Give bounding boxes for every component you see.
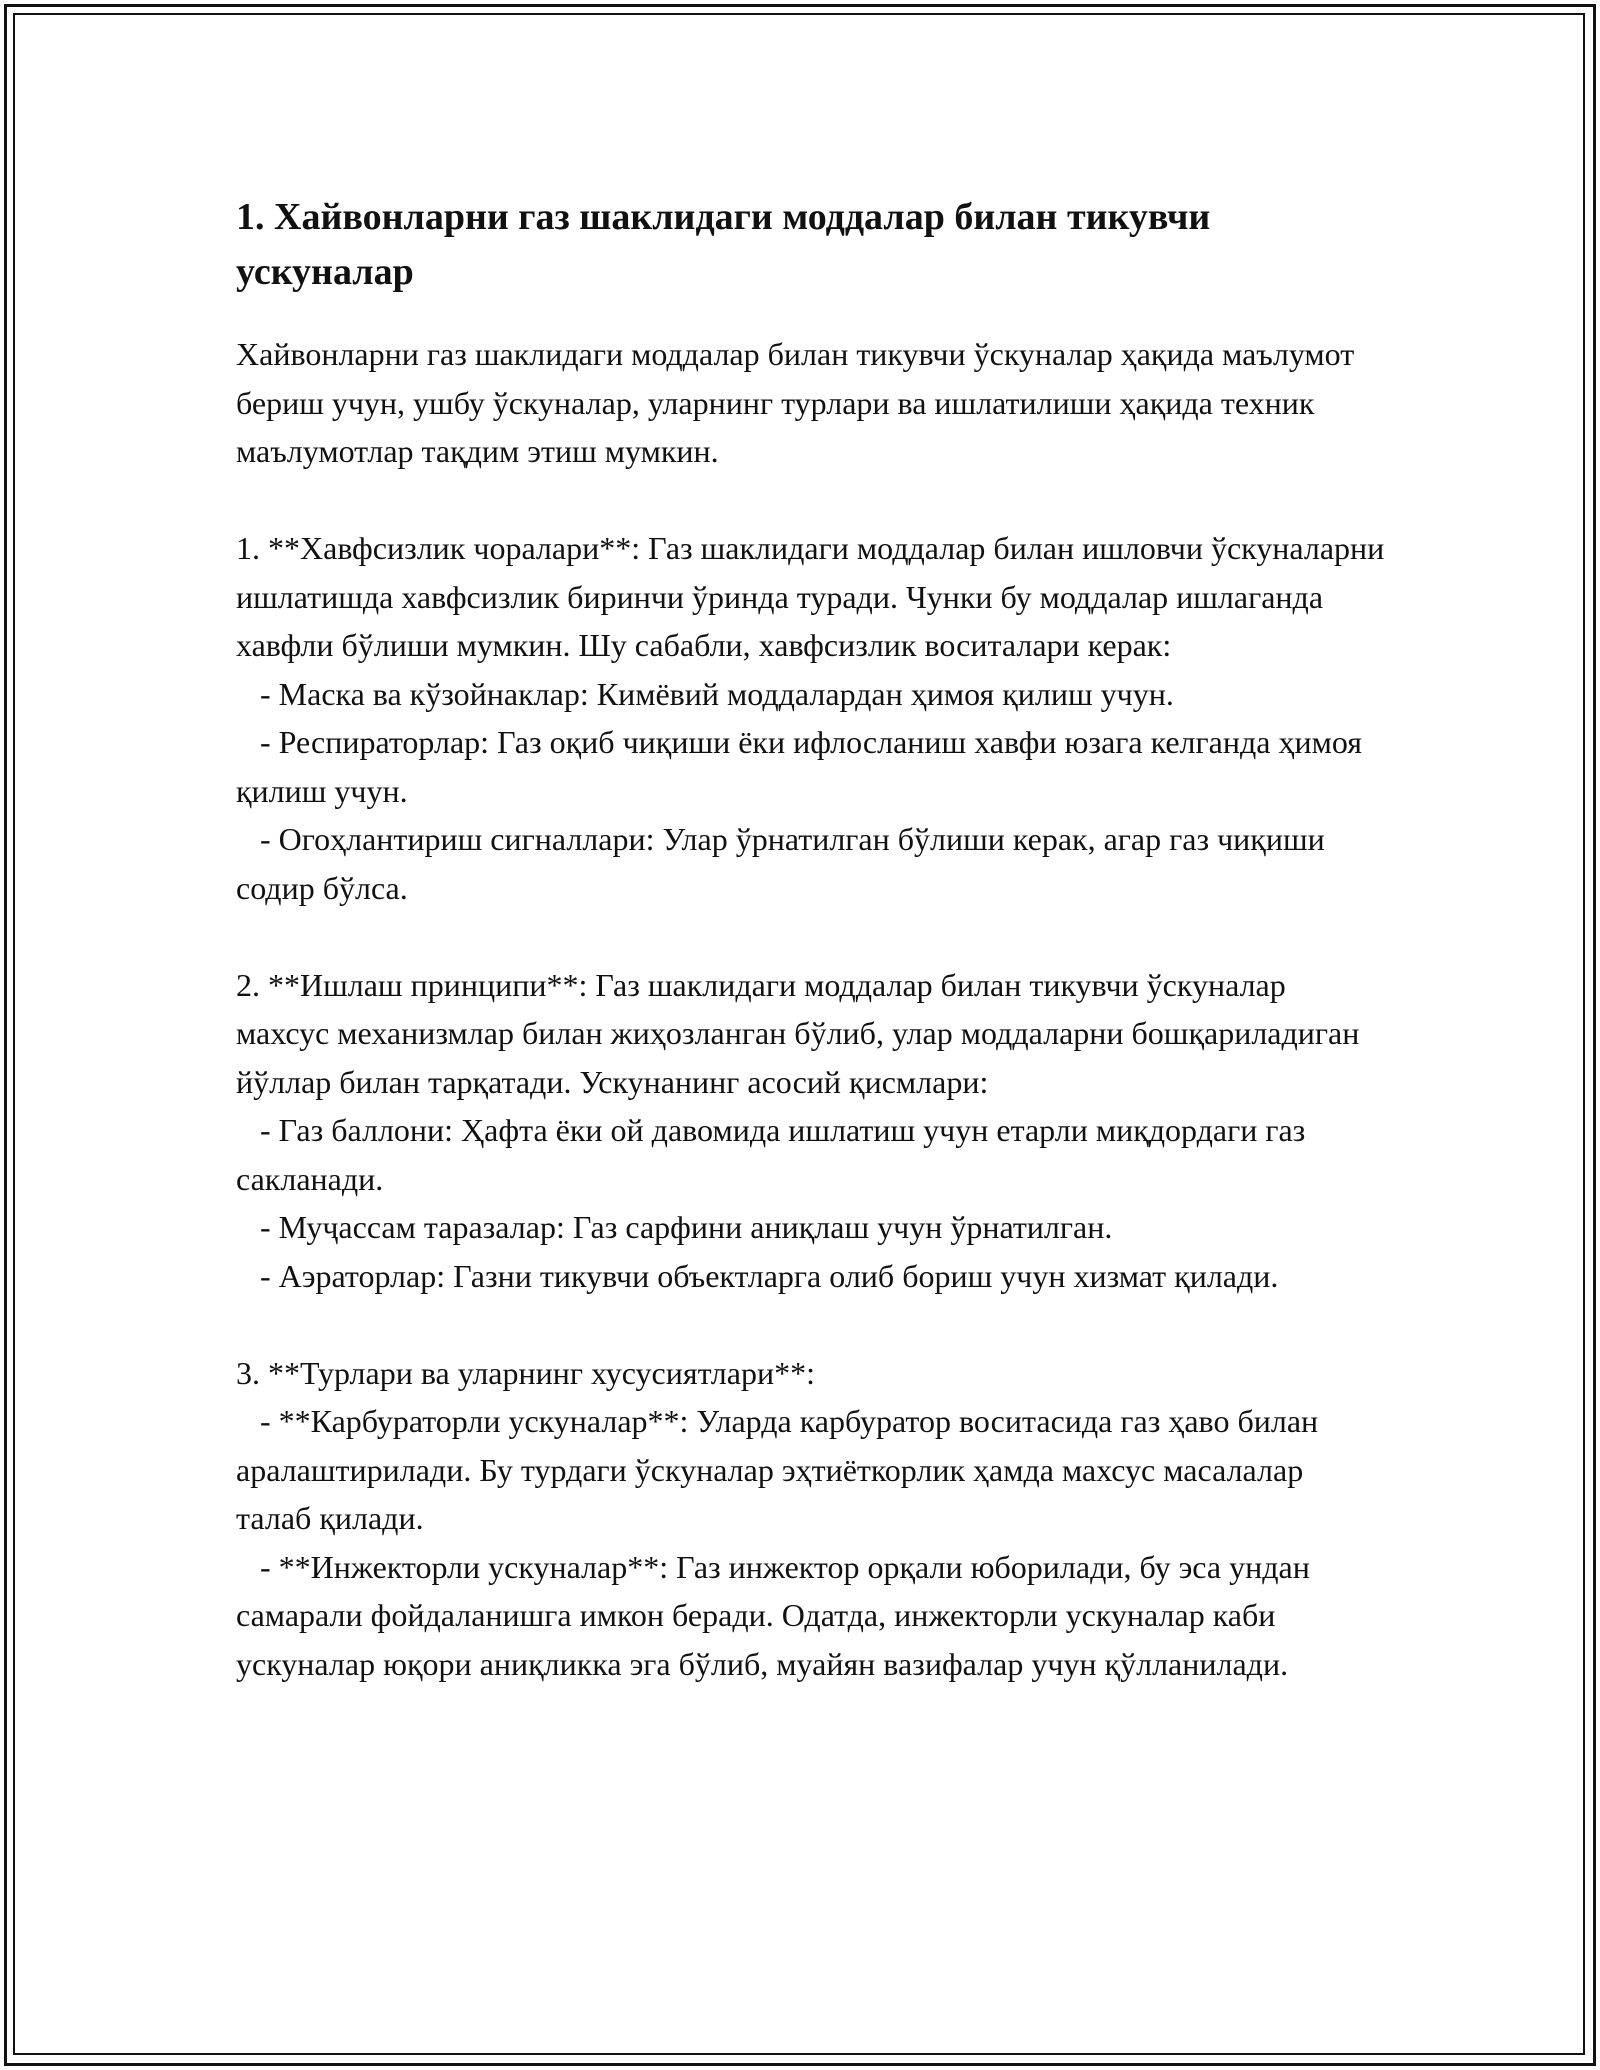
section-safety: [236, 524, 1393, 912]
list-item: - Огоҳлантириш сигналлари: Улар ўрнатилган бўлиши керак, агар газ чиқиши содир бўлса.: [236, 821, 1333, 906]
section-types: [236, 1349, 1386, 1689]
section-working-principle: [236, 961, 1386, 1301]
list-item: - Газ баллони: Ҳафта ёки ой давомида ишлатиш учун етарли миқдордаги газ сакланади.: [236, 1112, 1314, 1197]
section-heading: 1. **Хавфсизлик чоралари**: Газ шаклидаги моддалар билан ишловчи ўскуналарни ишлатишда хавфсизлик биринчи ўринда туради. Чунки бу моддалар ишлаганда хавфли бўлиши мумкин. Шу сабабли, хавфсизлик воситалари керак:: [236, 530, 1393, 663]
document-body: [236, 190, 1393, 1688]
intro-paragraph: Хайвонларни газ шаклидаги моддалар билан тикувчи ўскуналар ҳақида маълумот бериш учун, ушбу ўскуналар, уларнинг турлари ва ишлатилиши ҳақида техник маълумотлар тақдим этиш мумкин.: [236, 336, 1363, 469]
list-item: - Муҷассам таразалар: Газ сарфини аниқлаш учун ўрнатилган.: [236, 1209, 1113, 1245]
section-heading: 2. **Ишлаш принципи**: Газ шаклидаги моддалар билан тикувчи ўскуналар махсус механизмлар билан жиҳозланган бўлиб, улар моддаларни бошқариладиган йўллар билан тарқатади. Ускунанинг асосий қисмлари:: [236, 966, 1368, 1100]
paragraph-gap: [236, 1300, 1386, 1349]
document-title: 1. Хайвонларни газ шаклидаги моддалар билан тикувчи ускуналар: [236, 196, 1211, 293]
list-item: - **Инжекторли ускуналар**: Газ инжектор орқали юборилади, бу эса ундан самарали фойдаланишга имкон беради. Одатда, инжекторли ускуналар каби ускуналар юқори аниқликка эга бўлиб, муайян вазифалар учун қўлланилади.: [236, 1548, 1318, 1682]
list-item: - Респираторлар: Газ оқиб чиқиши ёки ифлосланиш хавфи юзага келганда ҳимоя қилиш учун.: [236, 724, 1370, 809]
list-item: - **Карбураторли ускуналар**: Уларда карбуратор воситасида газ ҳаво билан аралаштирилади. Бу турдаги ўскуналар эҳтиёткорлик ҳамда махсус масалалар талаб қилади.: [236, 1403, 1327, 1536]
list-item: - Маска ва кўзойнаклар: Кимёвий моддалардан ҳимоя қилиш учун.: [236, 675, 1174, 712]
list-item: - Аэраторлар: Газни тикувчи объектларга олиб бориш учун хизмат қилади.: [236, 1257, 1279, 1294]
paragraph-gap: [236, 912, 1386, 961]
paragraph-gap: [236, 476, 1386, 525]
section-heading: 3. **Турлари ва уларнинг хусусиятлари**:: [236, 1354, 815, 1391]
